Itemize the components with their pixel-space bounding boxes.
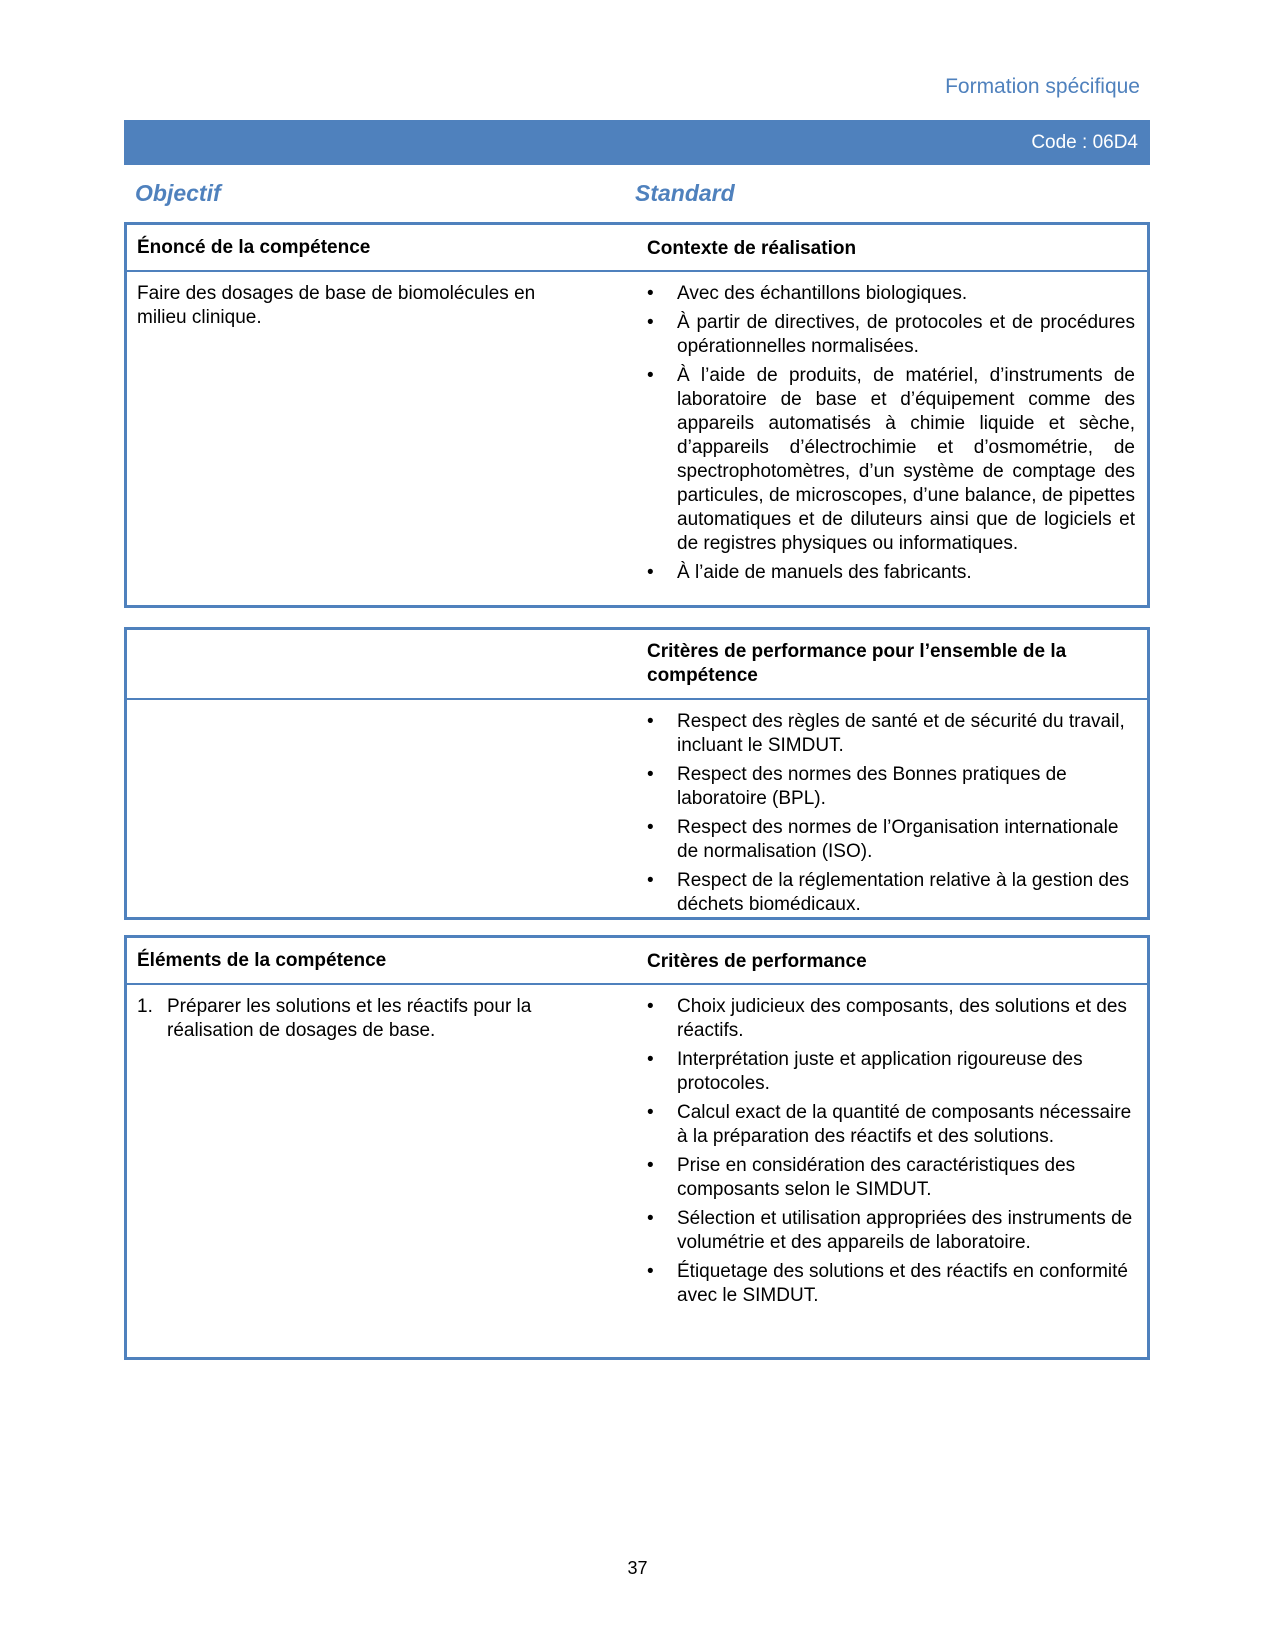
performance-criterion-item: • Calcul exact de la quantité de composants nécessaire à la préparation des réactifs et des solutions.: [647, 1101, 1135, 1149]
context-heading: Contexte de réalisation: [647, 238, 857, 259]
competence-section-header: [127, 225, 1147, 272]
context-item: • À l’aide de produits, de matériel, d’instruments de laboratoire de base et d’équipement comme des appareils automatisés à chimie liquide et sèche, d’appareils d’électrochimie et d’osmométrie, de spectrophotomètres, d’un système de comptage des particules, de microscopes, d’une balance, de pipettes automatiques et de diluteurs ainsi que de logiciels et de registres physiques ou informatiques.: [647, 364, 1135, 556]
program-title: Formation spécifique: [945, 75, 1140, 98]
context-item: • À partir de directives, de protocoles et de procédures opérationnelles normalisées.: [647, 311, 1135, 359]
overall-criteria-heading: Critères de performance pour l’ensemble de la compétence: [647, 641, 1067, 686]
overall-criterion-item: • Respect des normes de l’Organisation internationale de normalisation (ISO).: [647, 816, 1135, 864]
overall-criteria-list: [647, 710, 1135, 917]
program-code: Code : 06D4: [1031, 131, 1138, 153]
context-list: [647, 282, 1135, 585]
column-header-standard: Standard: [635, 180, 735, 206]
element-text: Préparer les solutions et les réactifs pour la réalisation de dosages de base.: [167, 996, 532, 1041]
performance-criteria-container: [647, 995, 1135, 1313]
performance-criterion-item: • Étiquetage des solutions et des réactifs en conformité avec le SIMDUT.: [647, 1260, 1135, 1308]
context-item: • À l’aide de manuels des fabricants.: [647, 561, 1135, 585]
code-bar: [124, 120, 1150, 165]
performance-criterion-item: • Prise en considération des caractéristiques des composants selon le SIMDUT.: [647, 1154, 1135, 1202]
context-item: • Avec des échantillons biologiques.: [647, 282, 1135, 306]
elements-heading: Éléments de la compétence: [137, 950, 387, 971]
overall-criteria-header: [127, 630, 1147, 700]
performance-criteria-heading: Critères de performance: [647, 951, 867, 972]
column-header-objectif: Objectif: [135, 180, 221, 206]
overall-criteria-container: [647, 710, 1135, 922]
performance-criteria-list: [647, 995, 1135, 1308]
overall-criterion-item: • Respect des règles de santé et de sécurité du travail, incluant le SIMDUT.: [647, 710, 1135, 758]
elements-section: [124, 935, 1150, 1360]
overall-criterion-item: • Respect de la réglementation relative à la gestion des déchets biomédicaux.: [647, 869, 1135, 917]
context-list-container: [647, 282, 1135, 590]
element-number: 1.: [137, 996, 153, 1017]
performance-criterion-item: • Interprétation juste et application rigoureuse des protocoles.: [647, 1048, 1135, 1096]
element-item: [137, 995, 577, 1043]
competence-statement: Faire des dosages de base de biomolécules en milieu clinique.: [137, 283, 536, 328]
performance-criterion-item: • Choix judicieux des composants, des solutions et des réactifs.: [647, 995, 1135, 1043]
competence-section: [124, 222, 1150, 608]
overall-criteria-section: [124, 627, 1150, 920]
competence-statement-heading: Énoncé de la compétence: [137, 237, 371, 258]
overall-criterion-item: • Respect des normes des Bonnes pratiques de laboratoire (BPL).: [647, 763, 1135, 811]
elements-section-header: [127, 938, 1147, 985]
page-number: 37: [627, 1558, 648, 1578]
column-headers: [135, 180, 1145, 210]
performance-criterion-item: • Sélection et utilisation appropriées des instruments de volumétrie et des appareils de laboratoire.: [647, 1207, 1135, 1255]
